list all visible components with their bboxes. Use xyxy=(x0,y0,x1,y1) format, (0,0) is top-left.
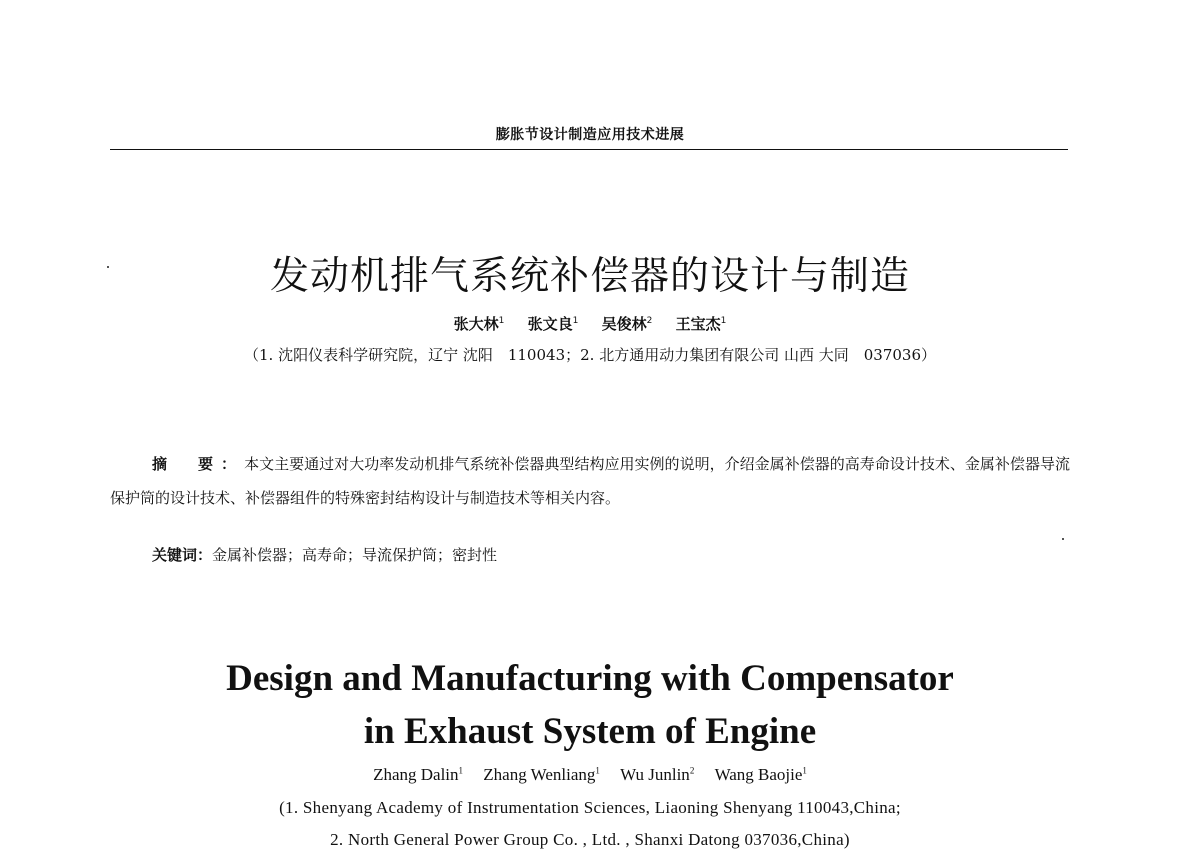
author-cn-4: 王宝杰$^1$ xyxy=(675,315,727,333)
abstract-label: 摘 要： xyxy=(152,455,245,473)
authors-en xyxy=(0,765,1180,785)
keywords-label: 关键词： xyxy=(152,546,213,564)
author-en-2: Zhang Wenliang$^1$ xyxy=(483,765,600,784)
author-en-3: Wu Junlin$^2$ xyxy=(620,765,695,784)
title-en-line-1: Design and Manufacturing with Compensator xyxy=(226,658,954,699)
author-en-4: Wang Baojie$^1$ xyxy=(714,765,807,784)
affiliation-en-line-2: 2. North General Power Group Co. , Ltd. , Shanxi Datong 037036,China) xyxy=(330,830,850,849)
abstract-cn xyxy=(110,447,1070,515)
title-en-line-2: in Exhaust System of Engine xyxy=(363,711,817,752)
abstract-text: 本文主要通过对大功率发动机排气系统补偿器典型结构应用实例的说明，介绍金属补偿器的高寿命设计技术、金属补偿器导流保护筒的设计技术、补偿器组件的特殊密封结构设计与制造技术等相关内容。 xyxy=(110,455,1070,507)
header-rule xyxy=(110,149,1068,150)
title-en xyxy=(0,652,1180,758)
authors-cn xyxy=(0,313,1180,334)
title-cn: 发动机排气系统补偿器的设计与制造 xyxy=(269,254,910,299)
author-cn-2: 张文良$^1$ xyxy=(527,315,579,333)
affiliation-cn: （1. 沈阳仪表科学研究院，辽宁 沈阳 110043；2. 北方通用动力集团有限公司 山西 大同 037036） xyxy=(244,346,936,364)
author-en-1: Zhang Dalin$^1$ xyxy=(373,765,464,784)
keywords-cn xyxy=(152,544,1070,565)
author-cn-3: 吴俊林$^2$ xyxy=(601,315,653,333)
keywords-text: 金属补偿器；高寿命；导流保护筒；密封性 xyxy=(212,546,498,564)
running-header: 膨胀节设计制造应用技术进展 xyxy=(495,127,685,143)
scan-speck xyxy=(1062,538,1064,540)
author-cn-1: 张大林$^1$ xyxy=(453,315,505,333)
affiliation-en-line-1: (1. Shenyang Academy of Instrumentation Sciences, Liaoning Shenyang 110043,China; xyxy=(279,798,901,817)
